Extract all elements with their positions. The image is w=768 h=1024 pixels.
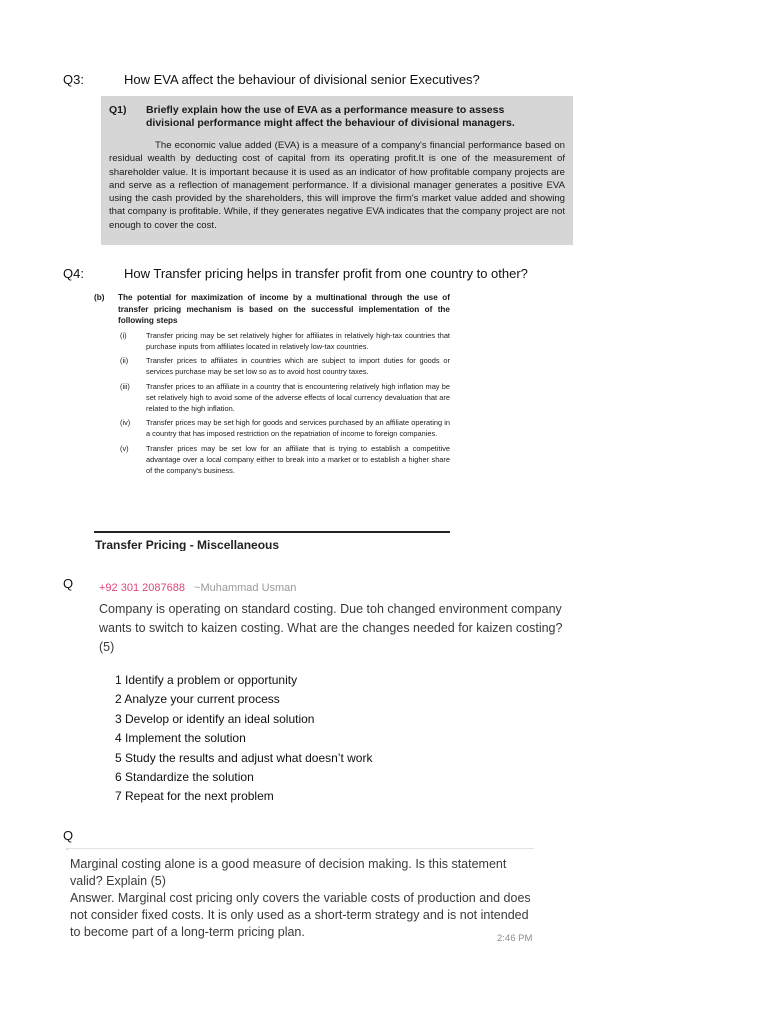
message-timestamp: 2:46 PM [497,933,533,944]
kaizen-steps-list [115,671,372,807]
marginal-costing-message [70,856,535,941]
eva-scan-heading [109,104,565,130]
q4-question: How Transfer pricing helps in transfer profit from one country to other? [124,266,528,281]
q4-label: Q4: [63,266,84,281]
tp-item-text: Transfer prices to affiliates in countries which are subject to import duties for goods or services purchase may be set low so as to avoid host country taxes. [146,356,450,377]
marginal-costing-question: Marginal costing alone is a good measure of decision making. Is this statement valid? Explain (5) [70,857,507,888]
eva-scan-heading-line2: divisional performance might affect the behaviour of divisional managers. [146,117,515,129]
tp-item-text: Transfer pricing may be set relatively higher for affiliates in relatively high-tax countries that purchase inputs from affiliates located in relatively low-tax countries. [146,330,450,351]
tp-heading [94,292,450,327]
eva-scan-heading-line1: Briefly explain how the use of EVA as a performance measure to assess [146,104,505,116]
q3-question: How EVA affect the behaviour of divisional senior Executives? [124,72,480,87]
tp-number: (b) [94,293,105,302]
tp-item-numeral: (ii) [120,356,129,366]
list-item: 7 Repeat for the next problem [115,789,274,804]
list-item [94,381,450,415]
list-item [94,330,450,352]
eva-scan-body-wrap [109,139,565,232]
list-item: 2 Analyze your current process [115,692,280,707]
list-item [94,355,450,377]
tp-item-numeral: (v) [120,443,129,453]
list-item: 3 Develop or identify an ideal solution [115,711,315,726]
list-item: 4 Implement the solution [115,731,246,746]
eva-scan-number: Q1) [109,104,127,116]
list-item: 6 Standardize the solution [115,770,254,785]
tp-item-text: Transfer prices may be set high for goods and services purchased by an affiliate operating in a country that has imposed restriction on the repatriation of income to foreign companies. [146,418,450,439]
sender-phone: +92 301 2087688 [99,582,185,594]
message-sender [99,582,296,594]
tp-list [94,330,450,476]
tp-item-text: Transfer prices to an affiliate in a country that is encountering relatively high inflation may be set relatively high to avoid some of the adverse effects of local currency devaluation that are related to the high inflation. [146,381,450,413]
tp-heading-text: The potential for maximization of income by a multinational through the use of transfer pricing mechanism is based on the successful implementation of the following steps [118,293,450,326]
list-item: 5 Study the results and adjust what doesn’t work [115,750,373,765]
kaizen-question-message: Company is operating on standard costing. Due toh changed environment company wants to switch to kaizen costing. What are the changes needed for kaizen costing? (5) [99,602,563,654]
eva-answer-scan [101,96,573,245]
q5-label: Q [63,576,74,591]
q3-label: Q3: [63,72,84,87]
tp-item-numeral: (i) [120,330,127,340]
list-item [94,443,450,477]
tp-item-numeral: (iii) [120,381,130,391]
marginal-costing-answer: Answer. Marginal cost pricing only covers the variable costs of production and does not consider fixed costs. It is only used as a short-term strategy and is not intended to become part of a long-term pricing plan. [70,891,531,939]
tp-cut-heading: Transfer Pricing - Miscellaneous [95,538,280,551]
q6-label: Q [63,828,74,843]
message-divider [66,848,534,849]
list-item [94,417,450,439]
list-item: 1 Identify a problem or opportunity [115,673,298,687]
eva-scan-body: The economic value added (EVA) is a measure of a company's financial performance based on residual wealth by deducting cost of capital from its operating profit.It is one of the measurement of shareholder value. It is important because it is used as an indicator of how profitable company projects are and serve as a reflection of management performance. If a divisional manager generates a positive EVA using the cash provided by the shareholders, this will improve the firm's market value added and showing that company is profitable. While, if they generates negative EVA indicates that the company project are not enough to cover the cost. [109,140,565,231]
sender-name: ~Muhammad Usman [194,582,297,594]
tp-item-text: Transfer prices may be set low for an affiliate that is trying to establish a competitive advantage over a local company either to break into a market or to establish a higher share of the company's business. [146,443,450,476]
tp-divider [94,531,450,533]
transfer-pricing-scan [94,292,450,476]
tp-item-numeral: (iv) [120,418,131,428]
